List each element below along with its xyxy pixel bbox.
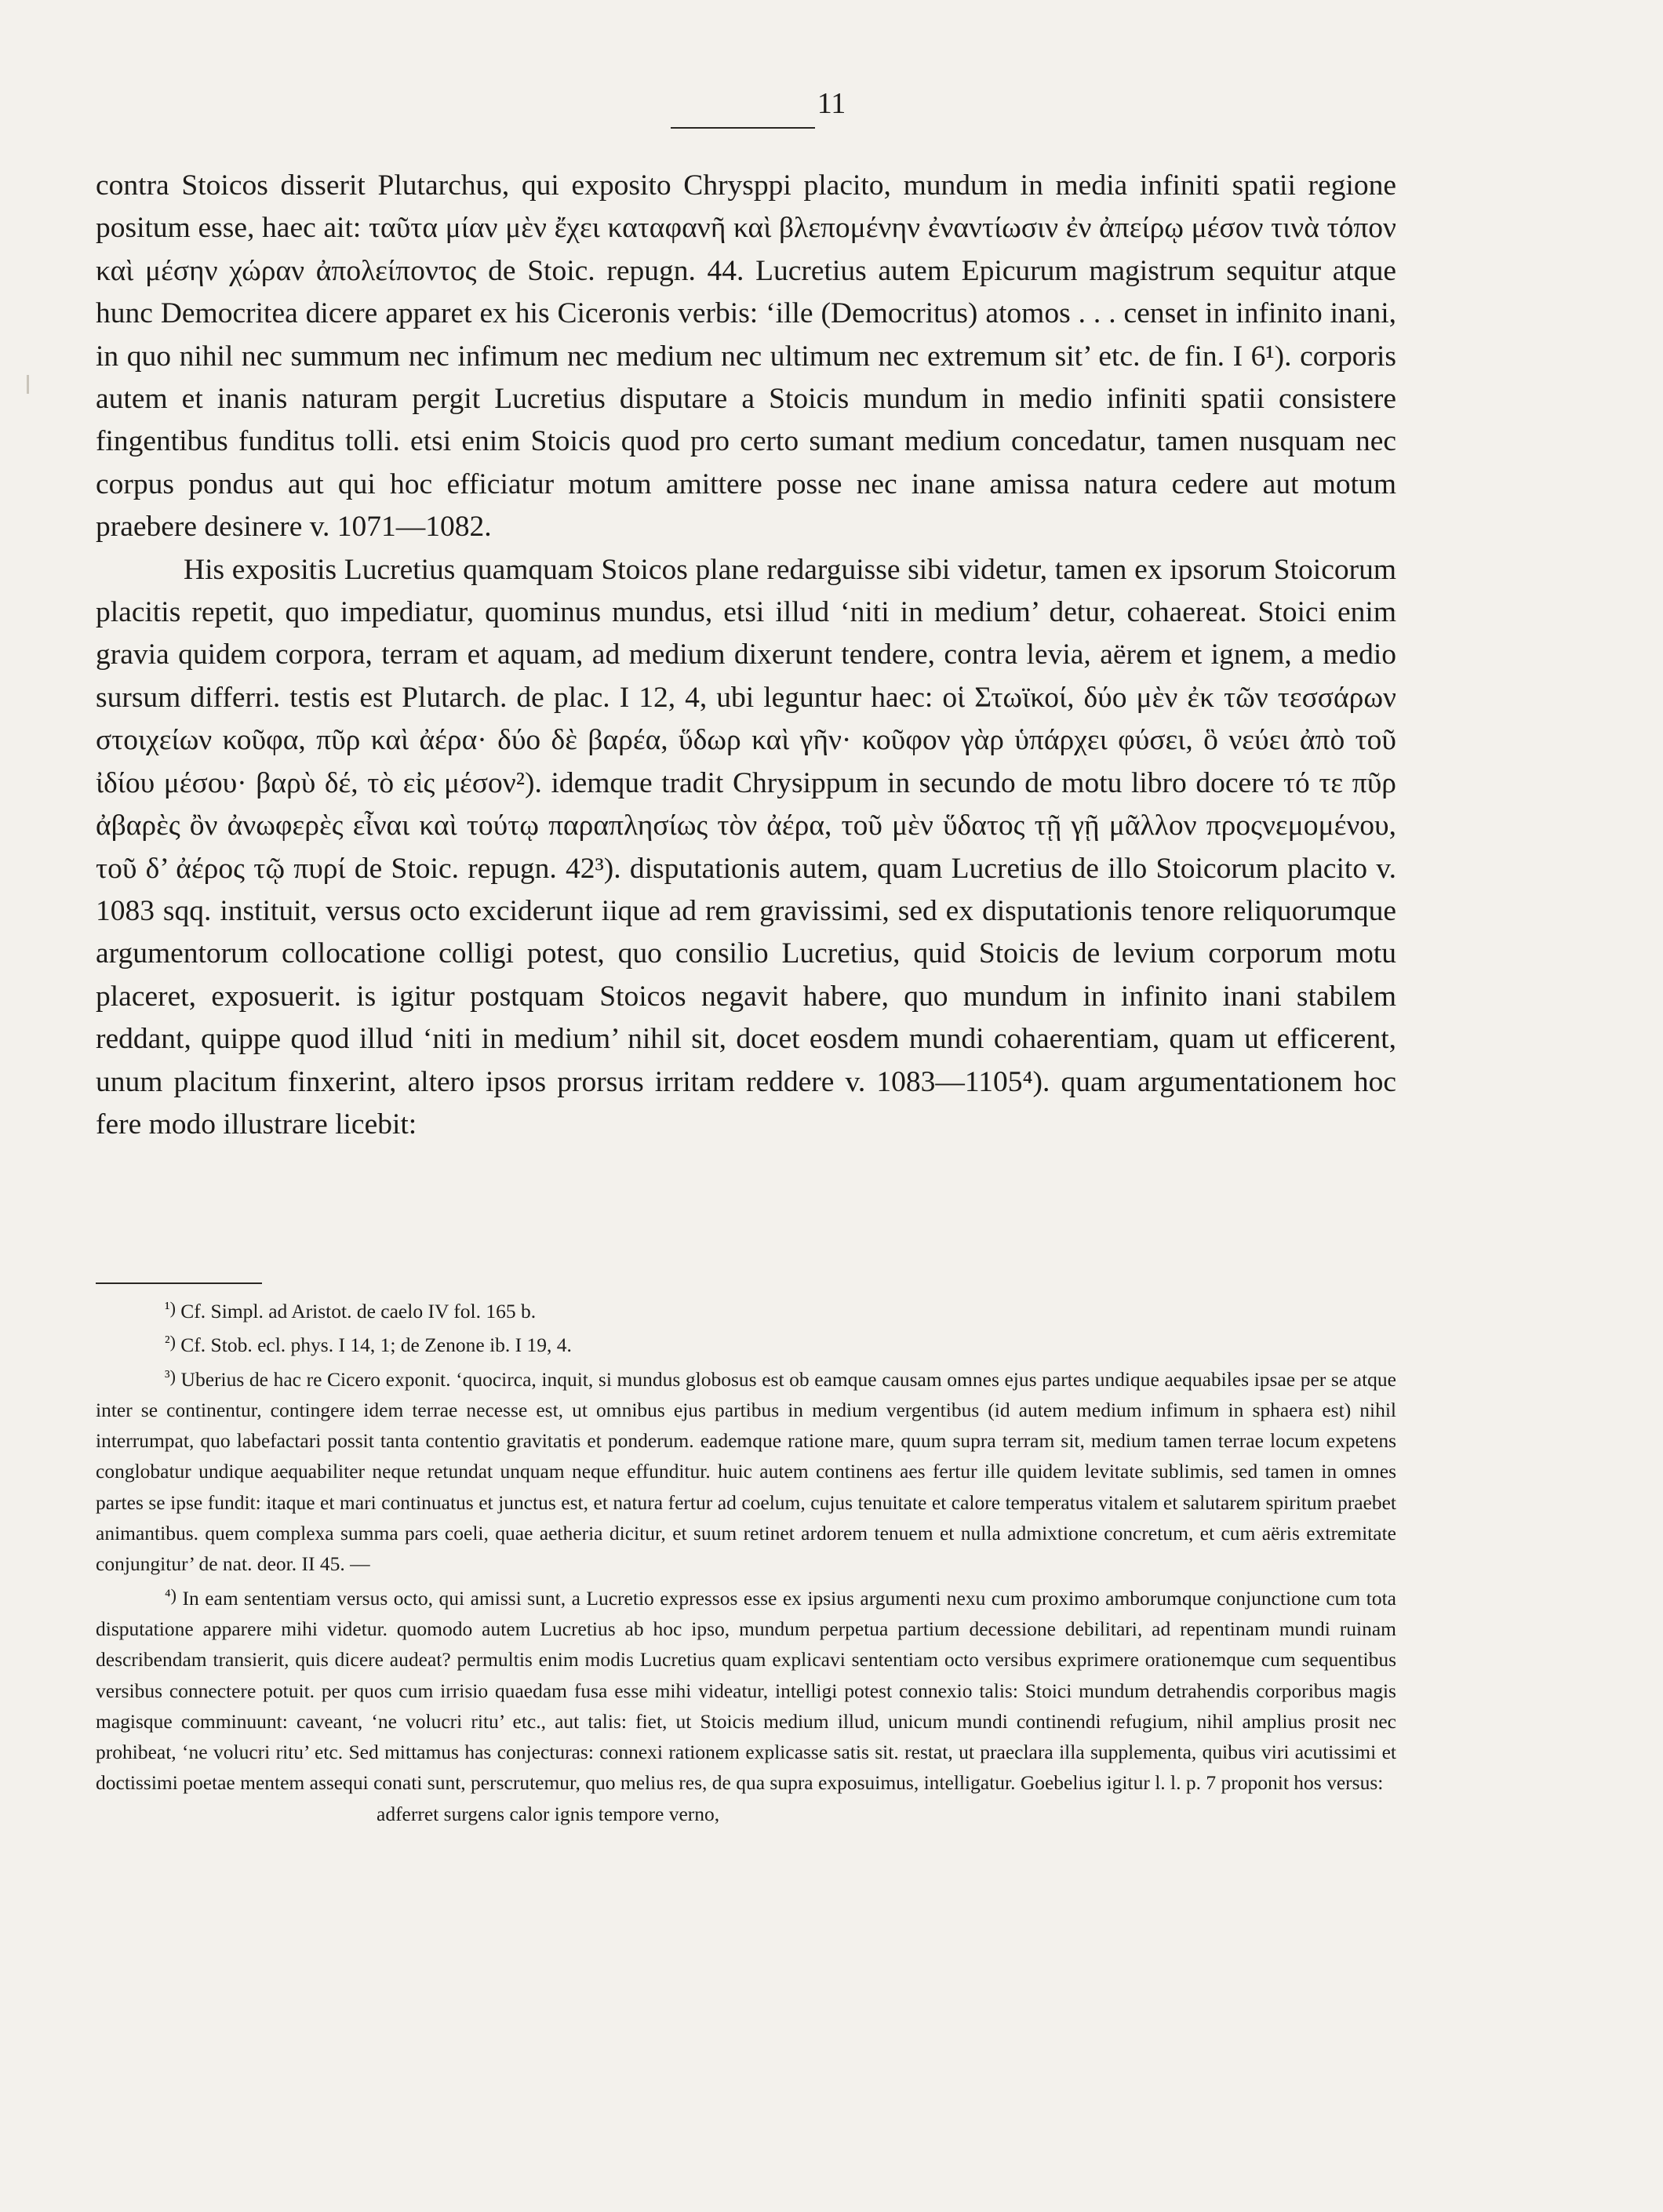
paragraph-2: His expositis Lucretius quamquam Stoicos plane redarguisse sibi videtur, tamen ex ipsorum Stoicorum placitis repetit, quo impediatur, quominus mundus, etsi illud ‘niti in medium’ detur, cohaereat. Stoici enim gravia quidem corpora, terram et aquam, ad medium dixerunt tendere, contra levia, aërem et ignem, a medio sursum differri. testis est Plutarch. de plac. I 12, 4, ubi leguntur haec: οἱ Στωϊκοί, δύο μὲν ἐκ τῶν τεσσάρων στοιχείων κοῦφα, πῦρ καὶ ἀέρα· δύο δὲ βαρέα, ὕδωρ καὶ γῆν· κοῦφον γὰρ ὑπάρχει φύσει, ὃ νεύει ἀπὸ τοῦ ἰδίου μέσου· βαρὺ δέ, τὸ εἰς μέσον²). idemque tradit Chrysippum in secundo de motu libro docere τό τε πῦρ ἀβαρὲς ὂν ἀνωφερὲς εἶναι καὶ τούτῳ παραπλησίως τὸν ἀέρα, τοῦ μὲν ὕδατος τῇ γῇ μᾶλλον προςνεμομένου, τοῦ δ’ ἀέρος τῷ πυρί de Stoic. repugn. 42³). disputationis autem, quam Lucretius de illo Stoicorum placito v. 1083 sqq. instituit, versus octo exciderunt iique ad rem gravissimi, sed ex disputationis tenore reliquorumque argumentorum collocatione colligi potest, quo consilio Lucretius, quid Stoicis de levium corporum motu placeret, exposuerit. is igitur postquam Stoicos negavit habere, quo mundum in infinito inani stabilem reddant, quippe quod illud ‘niti in medium’ nihil sit, docet eosdem mundi cohaerentiam, quam ut efficerent, unum placitum finxerint, altero ipsos prorsus irritam reddere v. 1083—1105⁴). quam argumentationem hoc fere modo illustrare licebit: (96, 553, 1396, 1141)
scan-speck (27, 375, 29, 394)
footnote-1 (96, 1293, 1396, 1326)
header-rule (671, 127, 815, 129)
footnote-3 (96, 1361, 1396, 1580)
footnote-1-text: Cf. Simpl. ad Aristot. de caelo IV fol. 165 b. (180, 1300, 537, 1322)
page-number: 11 (817, 87, 846, 120)
footnote-2-text: Cf. Stob. ecl. phys. I 14, 1; de Zenone ib. I 19, 4. (180, 1333, 572, 1357)
footnote-2 (96, 1326, 1396, 1360)
footnote-1-mark: ¹) (165, 1298, 176, 1318)
footnote-4-mark: ⁴) (165, 1584, 176, 1605)
footnote-3-mark: ³) (165, 1366, 176, 1386)
footnotes (96, 1293, 1396, 1829)
footnote-4-text: In eam sententiam versus octo, qui amissi sunt, a Lucretio expressos esse ex ipsius argumenti nexu cum proximo amborumque conjunctione cum tota disputatione apparere mihi videtur. quomodo autem Lucretius ab hoc ipso, mundum perpetua partium decessione debilitari, ad repentinam mundi ruinam describendam transierit, quis dicere audeat? permultis enim modis Lucretius quam explicavi sententiam octo versibus exprimere orationemque cum sequentibus versibus connectere potuit. per quos cum irrisio quaedam fusa esse mihi videatur, intelligi potest connexio talis: Stoici mundum detrahendis corporibus magis magisque comminuunt: caveant, ‘ne volucri ritu’ etc., aut talis: fiet, ut Stoicis medium illud, unicum mundi continendi refugium, nihil amplius prosit nec prohibeat, ‘ne volucri ritu’ etc. Sed mittamus has conjecturas: connexi rationem explicasse satis sit. restat, ut praeclara illa supplementa, quibus viri acutissimi et doctissimi poetae mentem assequi conati sunt, perscrutemur, quo melius res, de qua supra exposuimus, intelligatur. Goebelius igitur l. l. p. 7 proponit hos versus: (96, 1586, 1396, 1795)
footnote-rule (96, 1282, 262, 1284)
footnote-verse-line: adferret surgens calor ignis tempore verno, (377, 1802, 720, 1825)
body-text (96, 165, 1396, 1146)
paragraph-1: contra Stoicos disserit Plutarchus, qui exposito Chrysppi placito, mundum in media infiniti spatii regione positum esse, haec ait: ταῦτα μίαν μὲν ἔχει καταφανῆ καὶ βλεπομένην ἐναντίωσιν ἐν ἀπείρῳ μέσον τινὰ τόπον καὶ μέσην χώραν ἀπολείποντος de Stoic. repugn. 44. Lucretius autem Epicurum magistrum sequitur atque hunc Democritea dicere apparet ex his Ciceronis verbis: ‘ille (Democritus) atomos . . . censet in infinito inani, in quo nihil nec summum nec infimum nec medium nec ultimum nec extremum sit’ etc. de fin. I 6¹). corporis autem et inanis naturam pergit Lucretius disputare a Stoicis mundum in medio infiniti spatii consistere fingentibus funditus tolli. etsi enim Stoicis quod pro certo sumant medium concedatur, tamen nusquam nec corpus pondus aut qui hoc efficiatur motum amittere posse nec inane amissa natura cedere aut motum praebere desinere v. 1071—1082. (96, 169, 1396, 544)
footnote-4 (96, 1580, 1396, 1799)
footnote-2-mark: ²) (165, 1332, 176, 1352)
footnote-3-text: Uberius de hac re Cicero exponit. ‘quocirca, inquit, si mundus globosus est ob eamque causam omnes ejus partes undique aequabiles ipsae per se atque inter se continentur, contingere idem terrae necesse est, ut omnibus ejus partibus in medium vergentibus (id autem medium infimum in sphaera est) nihil interrumpat, quo labefactari possit tanta contentio gravitatis et ponderum. eademque ratione mare, quum supra terram sit, medium tamen terrae locum expetens conglobatur undique aequabiliter neque retundat unquam neque effunditur. huic autem continens aes fertur ille quidem levitate sublimis, sed tamen in omnes partes se ipse fundit: itaque et mari continuatus et junctus est, et natura fertur ad coelum, cujus tenuitate et calore temperatus vitalem et salutarem spiritum praebet animantibus. quem complexa summa pars coeli, quae aetheria dicitur, et suum retinet ardorem tenuem et nulla admixtione concretum, et cum aëris extremitate conjungitur’ de nat. deor. II 45. — (96, 1367, 1397, 1576)
